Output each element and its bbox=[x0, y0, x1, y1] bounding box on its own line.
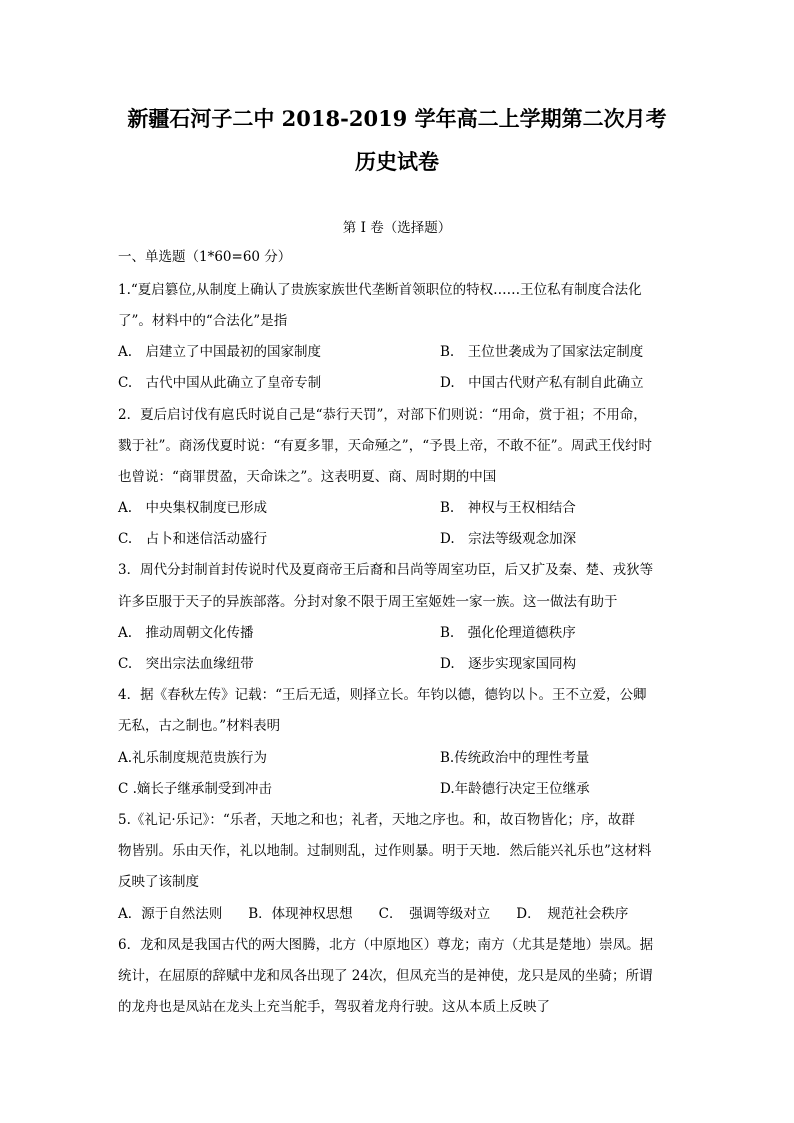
q5-option-b[interactable]: B．体现神权思想 bbox=[248, 906, 353, 922]
q2-option-a[interactable]: A. 中央集权制度已形成 bbox=[118, 500, 268, 516]
q5-stem-line-3: 反映了该制度 bbox=[118, 874, 199, 890]
q4-stem-line-1: 4．据《春秋左传》记载：“王后无适，则择立长。年钧以德，德钧以卜。王不立爱，公卿 bbox=[118, 687, 647, 703]
q1-option-d[interactable]: D. 中国古代财产私有制自此确立 bbox=[440, 375, 644, 391]
q1-option-b[interactable]: B. 王位世袭成为了国家法定制度 bbox=[440, 344, 644, 360]
q5-stem-line-1: 5.《礼记·乐记》：“乐者，天地之和也；礼者，天地之序也。和，故百物皆化；序，故群 bbox=[118, 812, 635, 828]
q4-stem-line-2: 无私，古之制也。”材料表明 bbox=[118, 718, 281, 734]
q2-option-d[interactable]: D. 宗法等级观念加深 bbox=[440, 531, 577, 547]
q2-option-c[interactable]: C. 占卜和迷信活动盛行 bbox=[118, 531, 268, 547]
q1-stem-line-1: 1.“夏启篡位,从制度上确认了贵族家族世代垄断首领职位的特权……王位私有制度合法化 bbox=[118, 282, 642, 298]
q2-stem-line-2: 戮于社”。商汤伐夏时说：“有夏多罪，天命殛之”，“予畏上帝，不敢不征”。周武王伐纣时 bbox=[118, 438, 653, 454]
section-heading: 第 I 卷（选择题） bbox=[342, 220, 452, 236]
q6-stem-line-2: 统计，在屈原的辞赋中龙和凤各出现了 24次，但凤充当的是神使，龙只是凤的坐骑；所谓 bbox=[118, 968, 653, 984]
q4-option-b[interactable]: B.传统政治中的理性考量 bbox=[440, 750, 590, 766]
q5-option-a[interactable]: A．源于自然法则 bbox=[118, 906, 223, 922]
q3-option-d[interactable]: D. 逐步实现家国同构 bbox=[440, 656, 577, 672]
q6-stem-line-1: 6．龙和凤是我国古代的两大图腾，北方（中原地区）尊龙；南方（尤其是楚地）崇凤。据 bbox=[118, 937, 654, 953]
q1-stem-line-2: 了”。材料中的“合法化”是指 bbox=[118, 313, 288, 329]
q4-option-c[interactable]: C .嫡长子继承制受到冲击 bbox=[118, 781, 272, 797]
q2-option-b[interactable]: B. 神权与王权相结合 bbox=[440, 500, 576, 516]
q5-option-c[interactable]: C． 强调等级对立 bbox=[378, 906, 491, 922]
exam-title: 新疆石河子二中 2018-2019 学年高二上学期第二次月考 bbox=[127, 106, 667, 131]
q3-stem-line-2: 许多臣服于天子的异族部落。分封对象不限于周王室姬姓一家一族。这一做法有助于 bbox=[118, 594, 618, 610]
q1-option-c[interactable]: C. 古代中国从此确立了皇帝专制 bbox=[118, 375, 322, 391]
q3-option-b[interactable]: B. 强化伦理道德秩序 bbox=[440, 625, 576, 641]
q5-options-row bbox=[118, 905, 688, 923]
q4-option-a[interactable]: A.礼乐制度规范贵族行为 bbox=[118, 750, 268, 766]
exam-subject-title: 历史试卷 bbox=[355, 149, 439, 174]
q1-option-a[interactable]: A. 启建立了中国最初的国家制度 bbox=[118, 344, 322, 360]
q3-option-c[interactable]: C. 突出宗法血缘纽带 bbox=[118, 656, 254, 672]
q5-stem-line-2: 物皆别。乐由天作，礼以地制。过制则乱，过作则暴。明于天地．然后能兴礼乐也”这材料 bbox=[118, 843, 652, 859]
q3-stem-line-1: 3．周代分封制首封传说时代及夏商帝王后裔和吕尚等周室功臣，后又扩及秦、楚、戎狄等 bbox=[118, 562, 654, 578]
q4-option-d[interactable]: D.年龄德行决定王位继承 bbox=[440, 781, 590, 797]
q3-option-a[interactable]: A. 推动周朝文化传播 bbox=[118, 625, 254, 641]
q6-stem-line-3: 的龙舟也是凤站在龙头上充当舵手，驾驭着龙舟行驶。这从本质上反映了 bbox=[118, 999, 550, 1015]
q5-option-d[interactable]: D． 规范社会秩序 bbox=[516, 906, 629, 922]
q2-stem-line-1: 2．夏后启讨伐有扈氏时说自己是“恭行天罚”，对部下们则说：“用命，赏于祖；不用命， bbox=[118, 407, 647, 423]
q2-stem-line-3: 也曾说：“商罪贯盈，天命诛之”。这表明夏、商、周时期的中国 bbox=[118, 469, 497, 485]
part-heading: 一、单选题（1*60=60 分） bbox=[118, 249, 292, 265]
